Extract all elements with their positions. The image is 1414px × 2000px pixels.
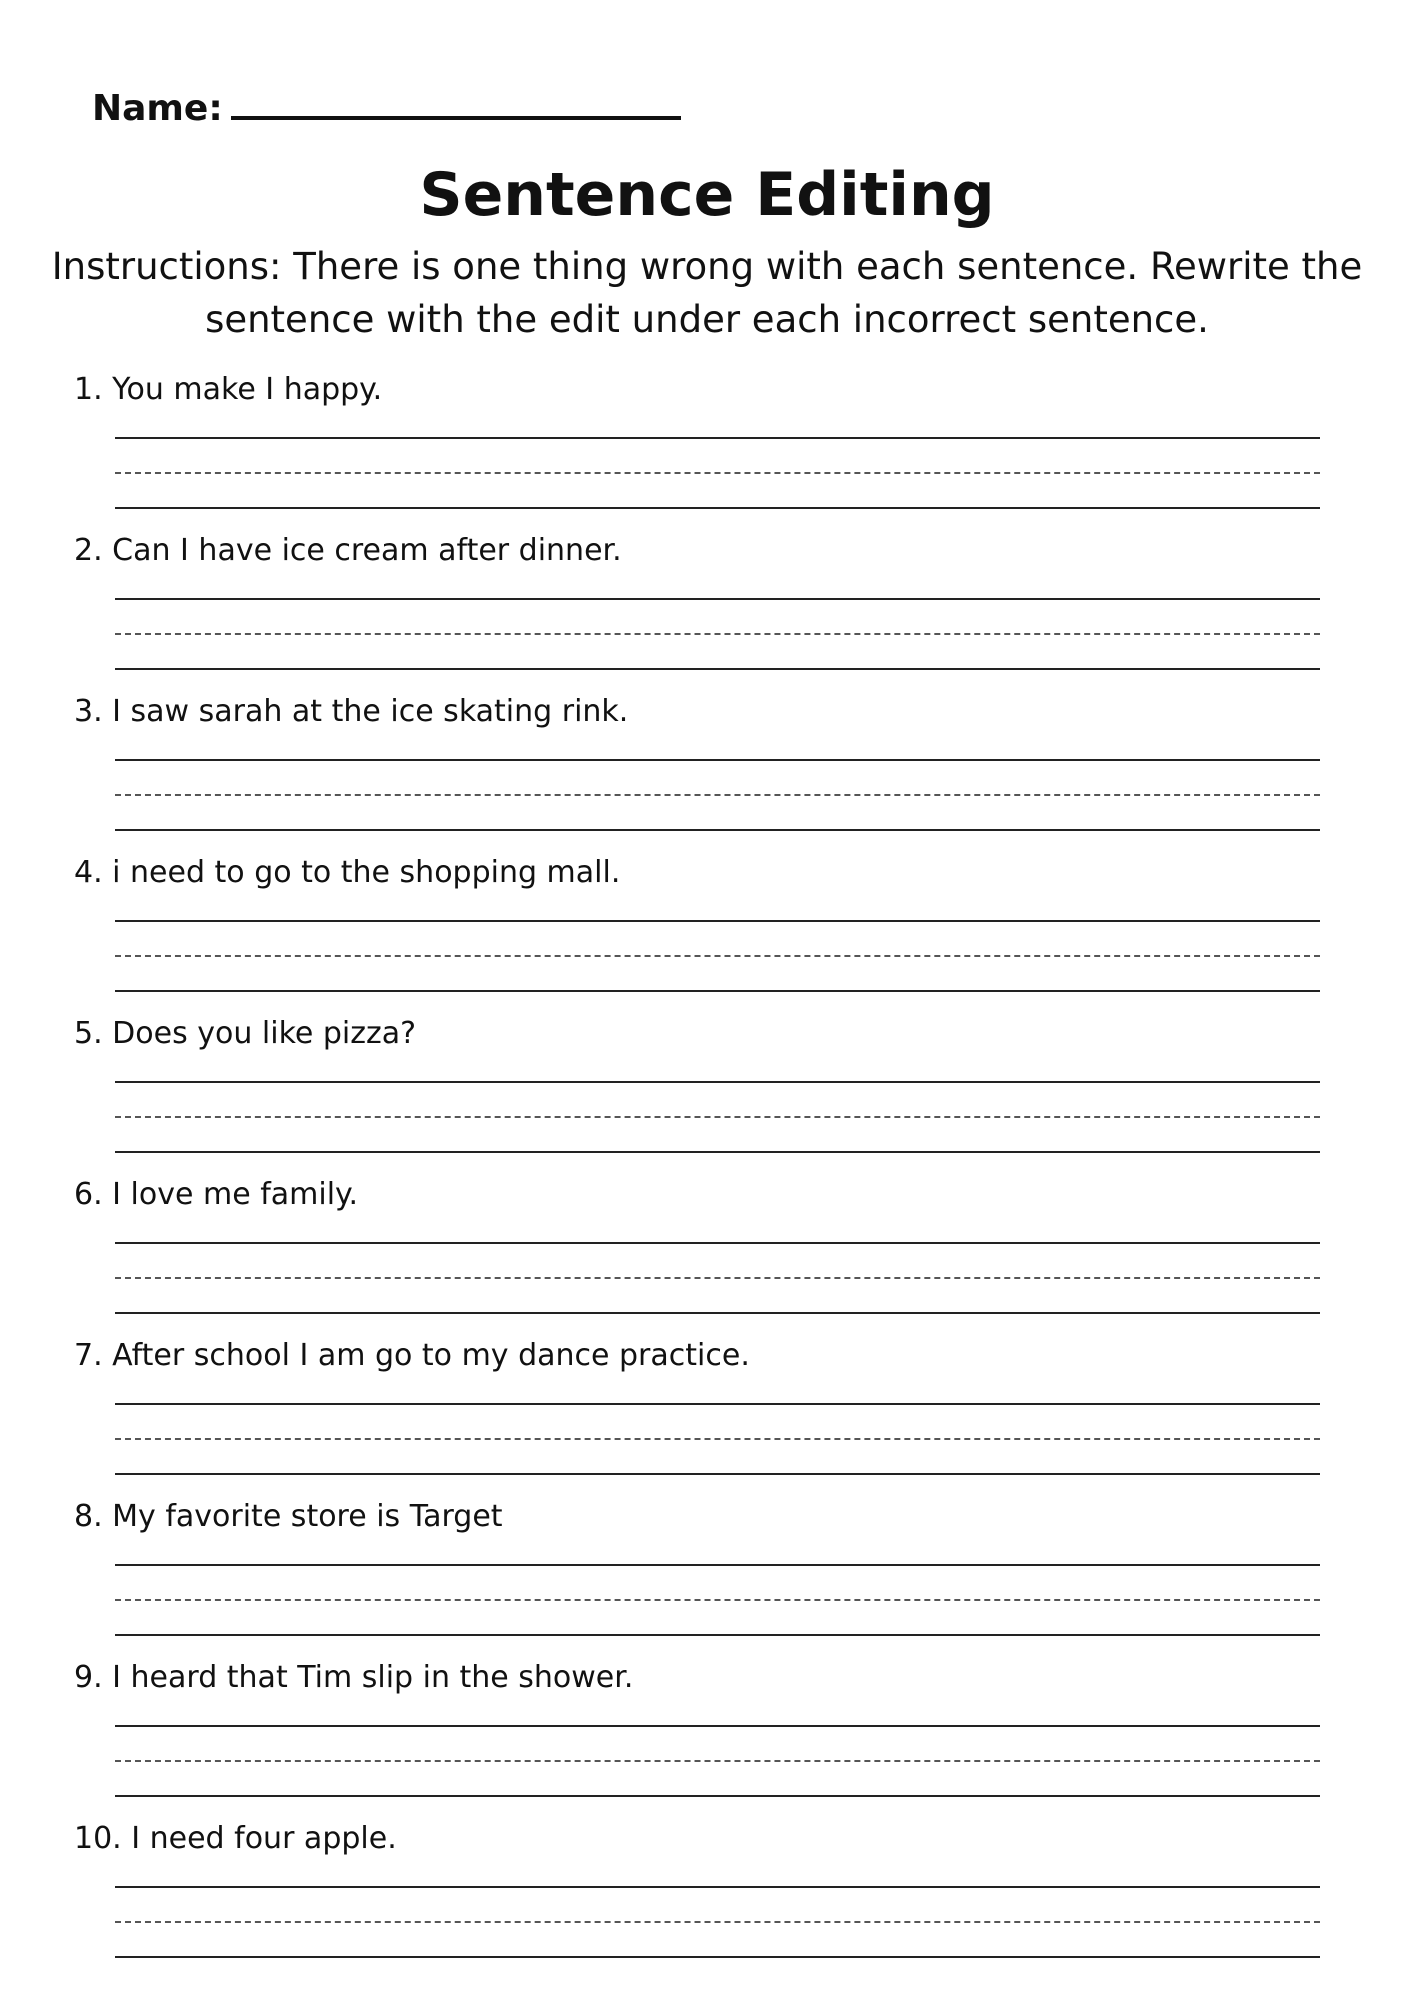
question-item — [0, 370, 1414, 531]
question-item — [0, 1336, 1414, 1497]
question-item — [0, 692, 1414, 853]
writing-line-dashed — [115, 1599, 1320, 1601]
writing-line-bottom — [115, 990, 1320, 992]
question-item — [0, 531, 1414, 692]
writing-line-bottom — [115, 668, 1320, 670]
writing-line-dashed — [115, 1438, 1320, 1440]
question-item — [0, 1014, 1414, 1175]
writing-line-dashed — [115, 1760, 1320, 1762]
writing-line-top[interactable] — [115, 598, 1320, 600]
writing-line-dashed — [115, 1921, 1320, 1923]
writing-line-dashed — [115, 794, 1320, 796]
question-text: 9. I heard that Tim slip in the shower. — [74, 1660, 634, 1695]
question-item — [0, 1497, 1414, 1658]
name-label: Name: — [92, 88, 223, 129]
question-text: 5. Does you like pizza? — [74, 1016, 417, 1051]
writing-line-top[interactable] — [115, 759, 1320, 761]
writing-line-bottom — [115, 1312, 1320, 1314]
writing-line-bottom — [115, 1795, 1320, 1797]
question-text: 3. I saw sarah at the ice skating rink. — [74, 694, 629, 729]
writing-line-bottom — [115, 829, 1320, 831]
writing-line-bottom — [115, 1634, 1320, 1636]
question-list — [0, 370, 1414, 1980]
question-item — [0, 853, 1414, 1014]
question-item — [0, 1819, 1414, 1980]
name-field[interactable] — [92, 88, 681, 129]
writing-line-dashed — [115, 633, 1320, 635]
question-text: 1. You make I happy. — [74, 372, 383, 407]
question-text: 8. My favorite store is Target — [74, 1499, 503, 1534]
question-text: 7. After school I am go to my dance practice. — [74, 1338, 750, 1373]
question-text: 4. i need to go to the shopping mall. — [74, 855, 621, 890]
writing-line-top[interactable] — [115, 1403, 1320, 1405]
writing-line-top[interactable] — [115, 1564, 1320, 1566]
writing-line-bottom — [115, 1956, 1320, 1958]
writing-line-dashed — [115, 1116, 1320, 1118]
writing-line-top[interactable] — [115, 1886, 1320, 1888]
writing-line-bottom — [115, 507, 1320, 509]
writing-line-top[interactable] — [115, 1242, 1320, 1244]
instructions-text: Instructions: There is one thing wrong with each sentence. Rewrite the sentence with the edit under each incorrect sentence. — [51, 245, 1363, 341]
writing-line-bottom — [115, 1151, 1320, 1153]
question-text: 10. I need four apple. — [74, 1821, 397, 1856]
writing-line-top[interactable] — [115, 1081, 1320, 1083]
writing-line-top[interactable] — [115, 920, 1320, 922]
writing-line-top[interactable] — [115, 437, 1320, 439]
writing-line-dashed — [115, 472, 1320, 474]
question-item — [0, 1175, 1414, 1336]
writing-line-dashed — [115, 1277, 1320, 1279]
writing-line-dashed — [115, 955, 1320, 957]
name-blank-line[interactable] — [231, 116, 681, 120]
question-text: 2. Can I have ice cream after dinner. — [74, 533, 622, 568]
writing-line-bottom — [115, 1473, 1320, 1475]
page-title: Sentence Editing — [419, 160, 995, 230]
question-text: 6. I love me family. — [74, 1177, 359, 1212]
question-item — [0, 1658, 1414, 1819]
writing-line-top[interactable] — [115, 1725, 1320, 1727]
